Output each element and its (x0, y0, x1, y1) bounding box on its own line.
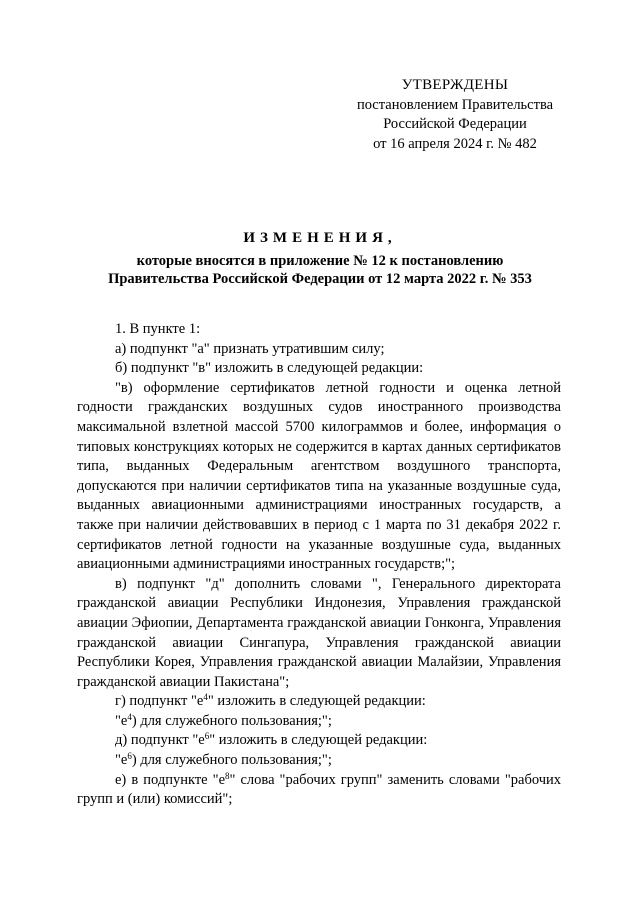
paragraph (77, 771, 561, 810)
paragraph: "в) оформление сертификатов летной годности и оценка летной годности гражданских воздушных судов иностранного производства максимальной взлетной массой 5700 килограммов и более, информация о типовых конструкциях которых не содержится в картах данных сертификатов типа, выданных Федеральным агентством воздушного транспорта, допускаются при наличии сертификатов типа на указанные воздушные суда, выданных авиационными администрациями иностранных государств, а также при наличии действовавших в период с 1 марта по 31 декабря 2022 г. сертификатов летной годности на указанные воздушные суда, выданных авиационными администрациями иностранных государств;"; (77, 379, 561, 573)
subtitle-line: которые вносятся в приложение № 12 к постановлению (136, 253, 504, 269)
paragraph: а) подпункт "а" признать утратившим силу; (115, 340, 385, 357)
approval-heading: УТВЕРЖДЕНЫ (401, 77, 509, 93)
text-run: " слова "рабочих групп" заменить словами "рабочих групп и (или) комиссий"; (77, 771, 561, 808)
text-run: д) подпункт "е (115, 732, 205, 749)
superscript: 4 (203, 692, 208, 703)
text-run: " изложить в следующей редакции: (207, 693, 426, 710)
paragraph: б) подпункт "в" изложить в следующей редакции: (115, 360, 424, 377)
text-run: ) для служебного пользования;"; (131, 712, 332, 729)
superscript: 8 (225, 770, 230, 781)
superscript: 4 (127, 711, 132, 722)
text-run: "е (115, 712, 128, 729)
text-run: " изложить в следующей редакции: (209, 732, 428, 749)
approval-block (345, 76, 565, 154)
text-run: г) подпункт "е (115, 693, 204, 710)
text-run: "е (115, 752, 128, 769)
document-body (77, 320, 561, 810)
paragraph (77, 712, 561, 732)
paragraph: 1. В пункте 1: (115, 321, 201, 337)
text-run: ) для служебного пользования;"; (131, 752, 332, 769)
paragraph: в) подпункт "д" дополнить словами ", Генерального директората гражданской авиации Республики Индонезия, Управления гражданской авиации Эфиопии, Департамента гражданской авиации Гонконга, Управления гражданской авиации Сингапура, Управления гражданской авиации Республики Корея, Управления гражданской авиации Малайзии, Управления гражданской авиации Пакистана"; (77, 575, 561, 690)
superscript: 6 (204, 731, 210, 742)
document-subtitle (60, 252, 580, 288)
superscript: 6 (127, 751, 132, 762)
paragraph (77, 731, 561, 751)
approval-line: Российской Федерации (383, 116, 527, 132)
subtitle-line: Правительства Российской Федерации от 12 марта 2022 г. № 353 (108, 271, 532, 287)
text-run: е) в подпункте "е (115, 771, 226, 788)
approval-date: от 16 апреля 2024 г. № 482 (373, 135, 537, 152)
approval-line: постановлением Правительства (356, 96, 554, 113)
document-title: ИЗМЕНЕНИЯ, (243, 230, 397, 246)
paragraph (77, 692, 561, 712)
paragraph (77, 751, 561, 771)
